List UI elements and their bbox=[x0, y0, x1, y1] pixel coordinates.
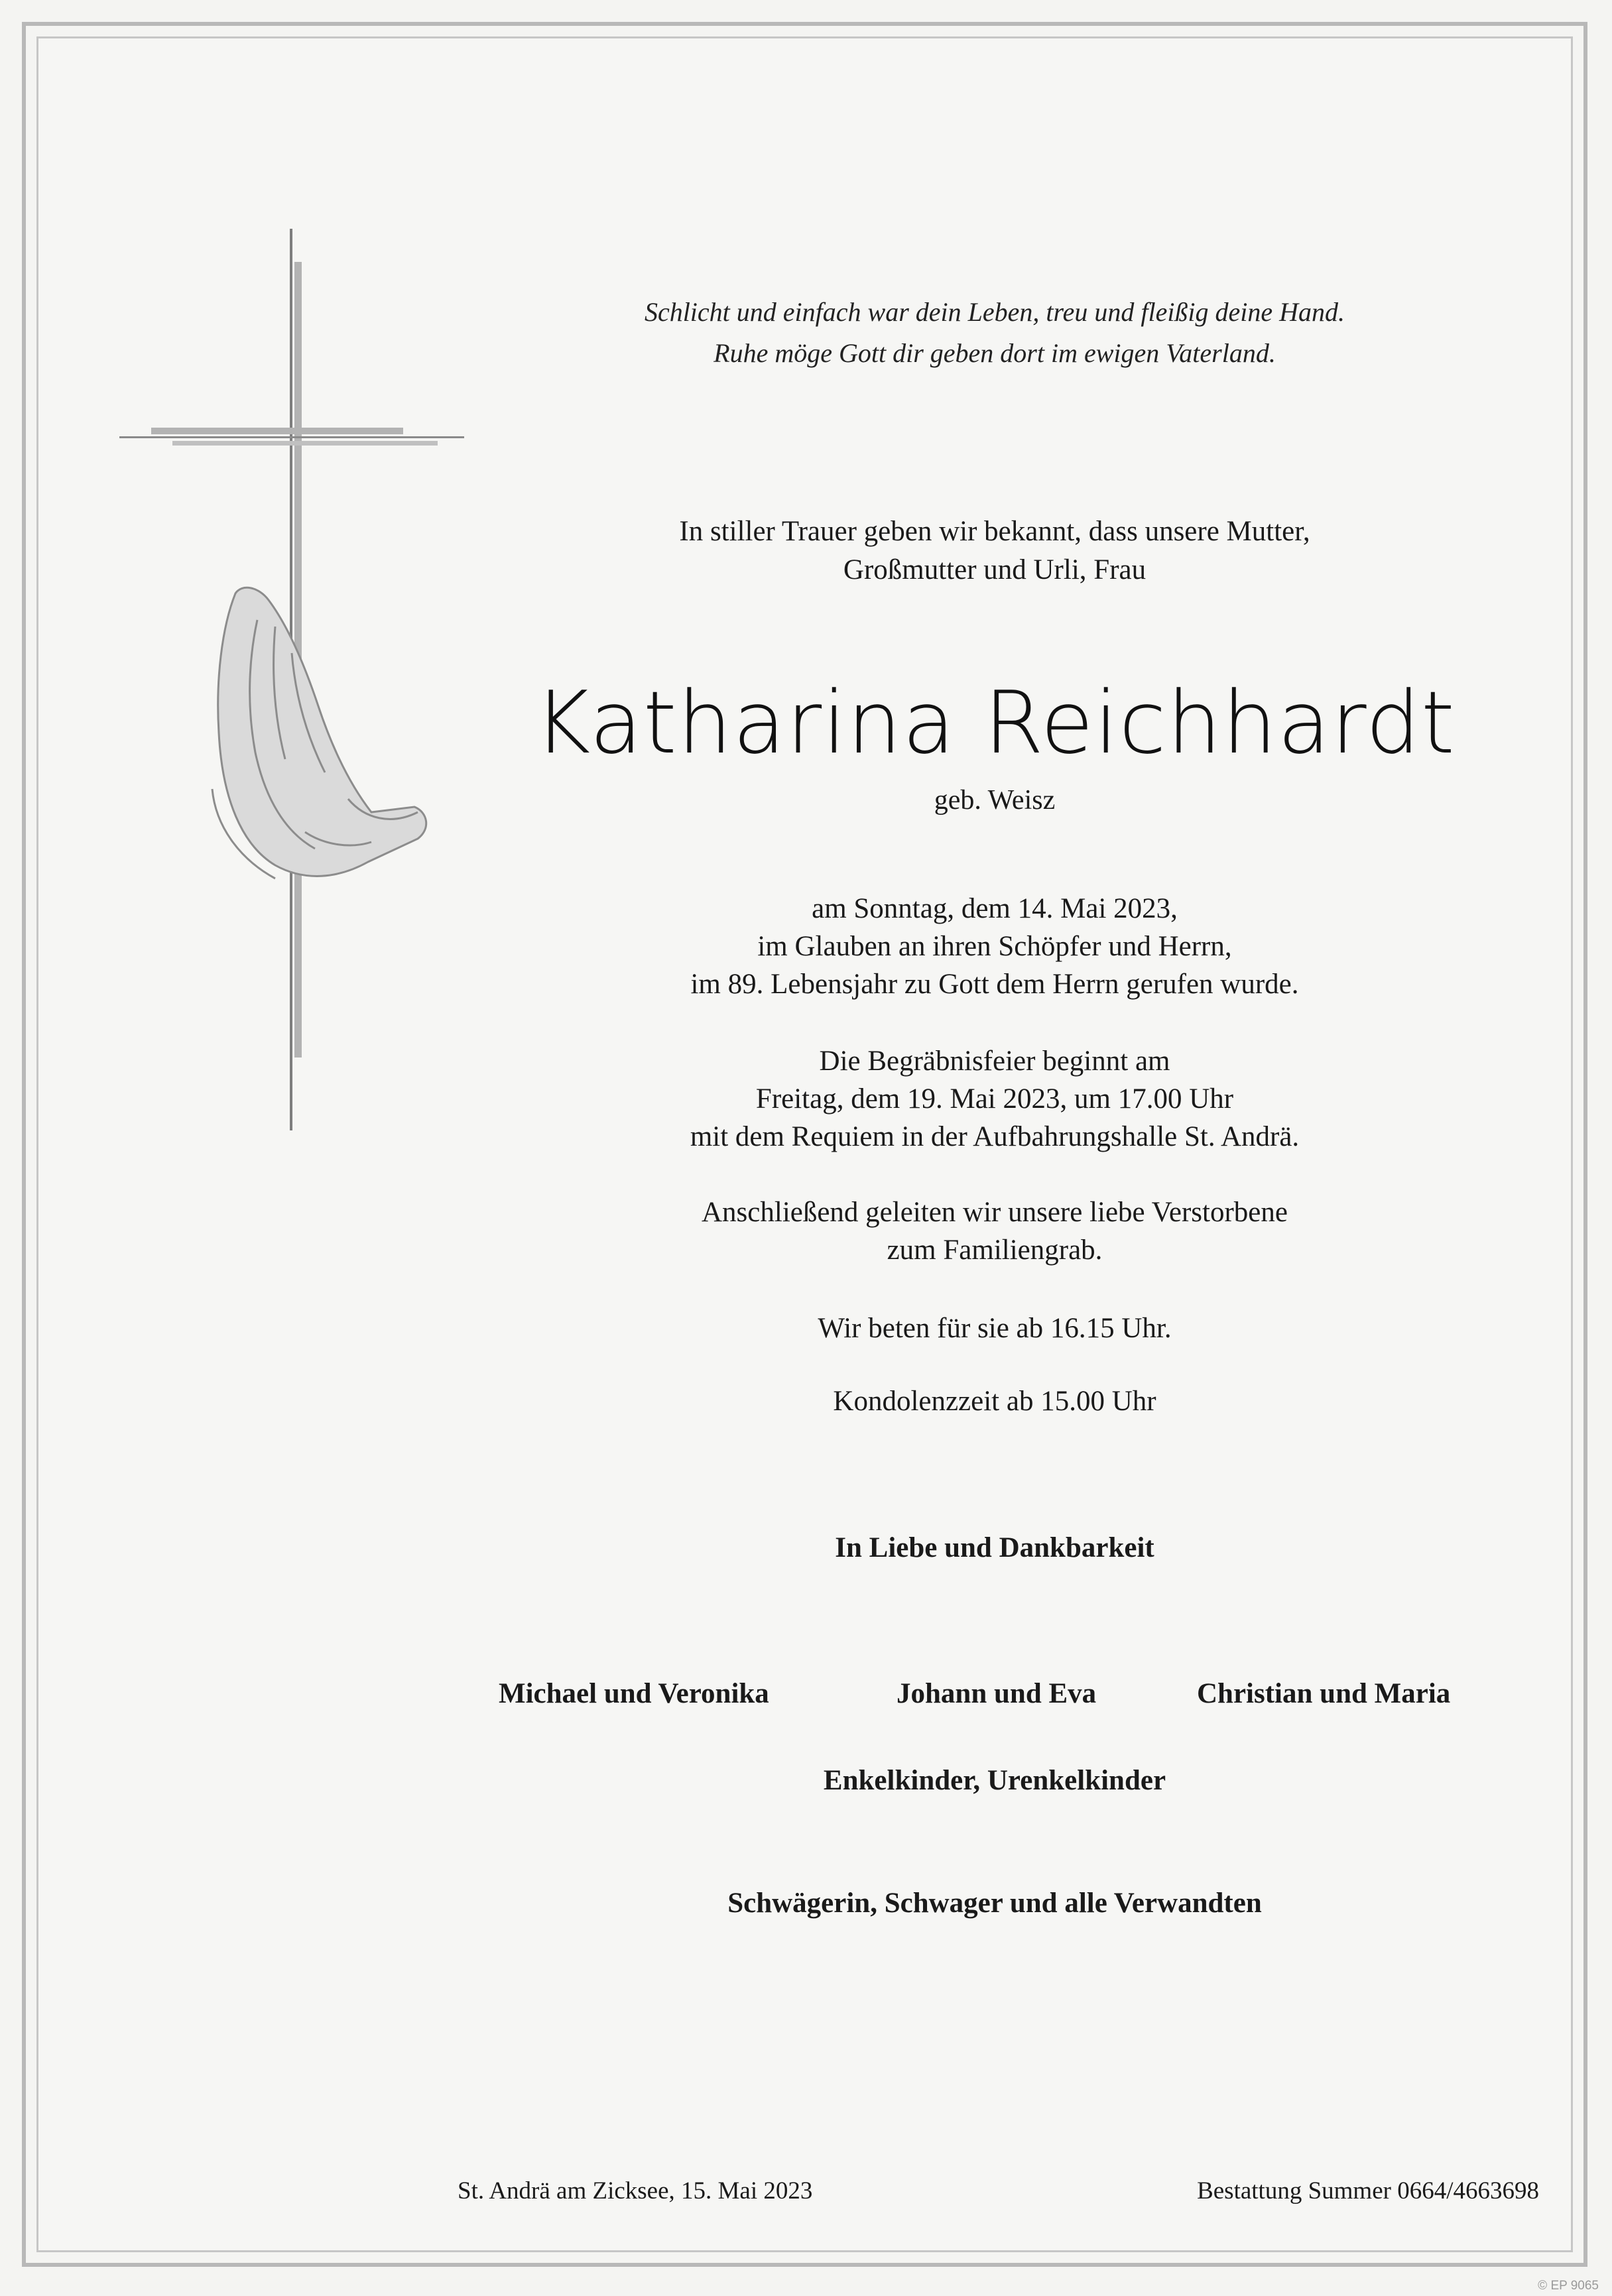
mourner-children: Johann und Eva bbox=[897, 1678, 1097, 1709]
funeral-line: Freitag, dem 19. Mai 2023, um 17.00 Uhr bbox=[755, 1083, 1234, 1115]
funeral-line: Die Begräbnisfeier beginnt am bbox=[819, 1046, 1170, 1077]
mourner-children: Michael und Veronika bbox=[499, 1678, 769, 1709]
praying-hands-icon bbox=[212, 587, 426, 878]
cross-praying-hands-icon bbox=[106, 229, 477, 1137]
funeral-line: mit dem Requiem in der Aufbahrungshalle St. Andrä. bbox=[690, 1121, 1300, 1152]
death-details bbox=[497, 890, 1492, 1003]
announcement-intro bbox=[497, 513, 1492, 589]
verse-line: Ruhe möge Gott dir geben dort im ewigen Vaterland. bbox=[713, 338, 1276, 368]
burial-details bbox=[497, 1193, 1492, 1269]
condolence-time: Kondolenzzeit ab 15.00 Uhr bbox=[833, 1386, 1156, 1417]
death-line: im 89. Lebensjahr zu Gott dem Herrn gerufen wurde. bbox=[690, 969, 1299, 1000]
death-line: im Glauben an ihren Schöpfer und Herrn, bbox=[757, 931, 1232, 962]
intro-line: Großmutter und Urli, Frau bbox=[843, 554, 1147, 585]
deceased-name: Katharina Reichhardt bbox=[534, 672, 1456, 773]
mourner-children: Christian und Maria bbox=[1197, 1678, 1451, 1709]
funeral-details bbox=[497, 1042, 1492, 1156]
burial-line: Anschließend geleiten wir unsere liebe Verstorbene bbox=[702, 1197, 1288, 1228]
death-line: am Sonntag, dem 14. Mai 2023, bbox=[812, 893, 1178, 924]
verse-line: Schlicht und einfach war dein Leben, treu und fleißig deine Hand. bbox=[644, 297, 1345, 327]
verse bbox=[497, 292, 1492, 374]
burial-line: zum Familiengrab. bbox=[887, 1235, 1103, 1266]
footer-undertaker: Bestattung Summer 0664/4663698 bbox=[1197, 2177, 1539, 2205]
print-code: © EP 9065 bbox=[1538, 2279, 1599, 2293]
intro-line: In stiller Trauer geben wir bekannt, dass unsere Mutter, bbox=[679, 516, 1310, 547]
mourner-relatives: Schwägerin, Schwager und alle Verwandten bbox=[727, 1888, 1262, 1919]
maiden-name: geb. Weisz bbox=[934, 785, 1056, 816]
prayer-time: Wir beten für sie ab 16.15 Uhr. bbox=[818, 1313, 1172, 1344]
thanks-line: In Liebe und Dankbarkeit bbox=[835, 1532, 1154, 1563]
footer-place-date: St. Andrä am Zicksee, 15. Mai 2023 bbox=[458, 2177, 813, 2205]
mourner-grandchildren: Enkelkinder, Urenkelkinder bbox=[823, 1765, 1166, 1796]
